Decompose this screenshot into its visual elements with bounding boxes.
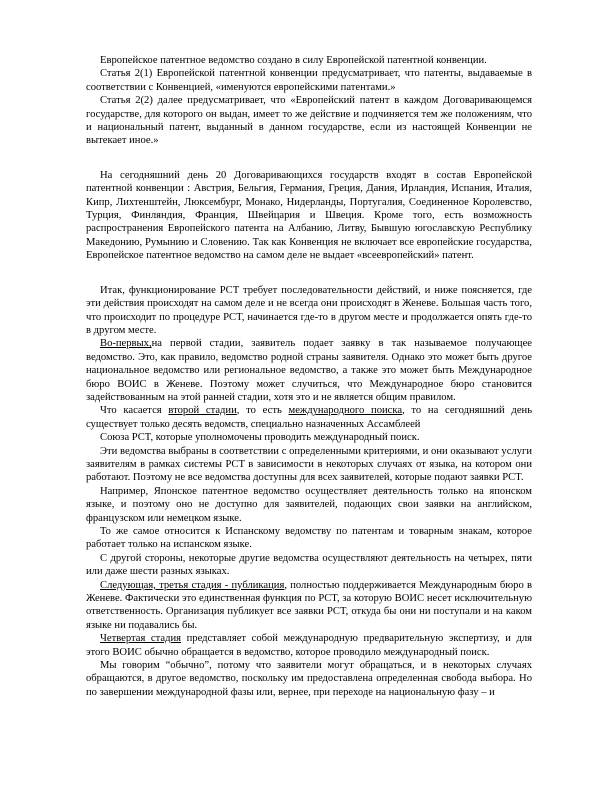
paragraph-offices-chosen: Эти ведомства выбраны в соответствии с определенными критериями, и они оказывают услуги заявителям в рамках системы PCT в зависимости в некоторых случаях от языка, на котором они работают. Поэтому не все ведомства доступны для всех заявителей, которые подают заявки PCT. — [86, 445, 532, 484]
paragraph-fourth-stage — [86, 632, 532, 659]
third-stage-label: Следующая, третья стадия - публикация — [100, 579, 285, 591]
second-stage-text-a: Что касается — [100, 405, 169, 417]
section-spacer — [86, 148, 532, 169]
second-stage-text-c: , то на сегодняшний день существует только десять ведомств, специально назначенных Ассамблеей — [86, 405, 533, 430]
paragraph-usually: Мы говорим “обычно”, потому что заявители могут обращаться, и в некоторых случаях обращаются, в другое ведомство, поскольку им предоставлена определенная свобода выбора. Но по завершении международной фазы или, вернее, при переходе на национальную фазу – и — [86, 660, 532, 698]
paragraph-japan-example: Например, Японское патентное ведомство осуществляет деятельность только на японском языке, и поэтому оно не доступно для заявителей, подающих свои заявки на английском, французском или немецком языке. — [86, 485, 532, 524]
third-stage-text: , полностью поддерживается Международным бюро в Женеве. Фактически это единственная функция по PCT, за которую ВОИС несет исключительную ответственность. Организация публикует все заявки PCT, откуда бы они ни поступали и на каком языке ни подавались бы. — [86, 579, 532, 631]
fourth-stage-text: представляет собой международную предварительную экспертизу, и для этого ВОИС обычно обращается в ведомство, которое проводило международный поиск. — [86, 633, 532, 658]
international-search-label: международного поиска — [288, 405, 403, 417]
second-stage-text-b: , то есть — [236, 405, 289, 417]
paragraph-contracting-states: На сегодняшний день 20 Договаривающихся государств входят в состав Европейской патентной конвенции : Австрия, Бельгия, Германия, Греция, Дания, Ирландия, Испания, Италия, Кипр, Лихтенштейн, Люксембург, Монако, Нидерланды, Португалия, Соединенное Королевство, Турция, Финляндия, Франция, Швейцария и Швеция. Кроме того, есть возможность распространения Европейского патента на Албанию, Литву, Бывшую югославскую Республику Македонию, Румынию и Словению. Так как Конвенция не включает все европейские государства, Европейское патентное ведомство на самом деле не выдает «всеевропейский» патент. — [86, 169, 532, 262]
first-stage-text: на первой стадии, заявитель подает заявку в так называемое получающее ведомство. Это, как правило, ведомство родной страны заявителя. Однако это может быть другое национальное ведомство или региональное ведомство, а также это может быть Международное бюро ВОИС в Женеве. Поэтому может случиться, что Международное бюро становится задействованным на этой ранней стадии, хотя это и не является общим правилом. — [86, 338, 532, 403]
paragraph-second-stage — [86, 404, 532, 431]
paragraph-epo-created: Европейское патентное ведомство создано в силу Европейской патентной конвенции. — [100, 55, 487, 66]
first-stage-label: Во-первых, — [100, 338, 152, 350]
paragraph-first-stage — [86, 337, 532, 404]
paragraph-article-2-2: Статья 2(2) далее предусматривает, что «Европейский патент в каждом Договаривающемся государстве, для которого он выдан, имеет то же действие и подчиняется тем же положениям, что и национальный патент, выданный в данном государстве, если из настоящей Конвенции не вытекает иное.» — [86, 95, 532, 147]
document-body — [86, 54, 532, 699]
paragraph-spain-example: То же самое относится к Испанскому ведомству по патентам и товарным знакам, которое работает только на испанском языке. — [86, 526, 532, 551]
second-stage-label: второй стадии — [168, 405, 237, 417]
paragraph-third-stage — [86, 579, 532, 633]
paragraph-pct-union: Союза PCT, которые уполномочены проводить международный поиск. — [100, 432, 420, 444]
section-spacer — [86, 263, 532, 284]
paragraph-pct-sequence: Итак, функционирование PCT требует последовательности действий, и ниже поясняется, где эти действия происходят на самом деле и не всегда они происходят в Женеве. Большая часть того, что происходит по процедуре PCT, начинается где-то в другом месте и продолжается опять где-то в другом месте. — [86, 284, 532, 336]
paragraph-multilingual-offices: С другой стороны, некоторые другие ведомства осуществляют деятельность на четырех, пяти или даже шести разных языках. — [86, 552, 532, 578]
paragraph-article-2-1: Статья 2(1) Европейской патентной конвенции предусматривает, что патенты, выдаваемые в соответствии с Конвенцией, «именуются европейскими патентами.» — [86, 68, 532, 93]
fourth-stage-label: Четвертая стадия — [100, 633, 182, 645]
